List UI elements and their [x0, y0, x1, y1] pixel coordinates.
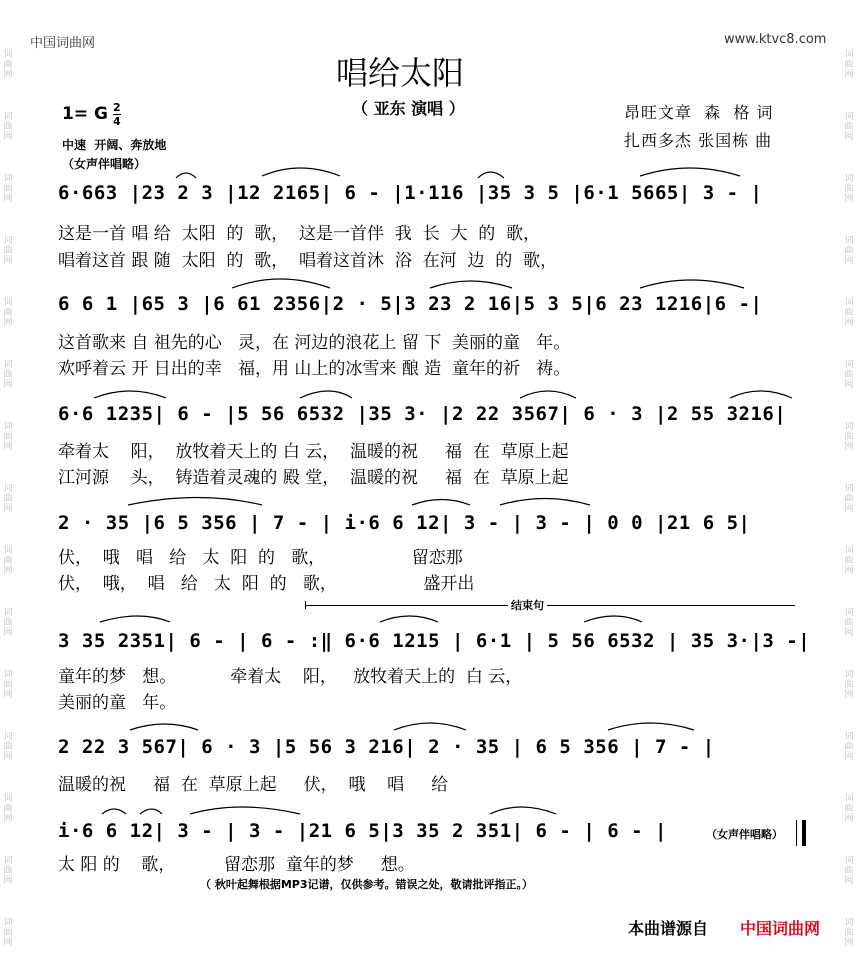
lyric-line-1a: 这是一首 唱 给 太阳 的 歌， 这是一首伴 我 长 大 的 歌， — [58, 224, 541, 244]
watermark-char: 词 曲 网 — [3, 112, 13, 142]
watermark-char: 词 曲 网 — [844, 174, 854, 204]
watermark-char: 词 曲 网 — [3, 484, 13, 514]
watermark-char: 词 曲 网 — [3, 608, 13, 638]
lyric-line-2a: 这首歌来 自 祖先的心 灵，在 河边的浪花上 留 下 美丽的童 年。 — [58, 333, 571, 353]
watermark-char: 词 曲 网 — [3, 546, 13, 576]
watermark-char: 词 曲 网 — [3, 236, 13, 266]
lyric-line-3a: 牵着太 阳， 放牧着天上的 白 云， 温暖的祝 福 在 草原上起 — [58, 442, 569, 462]
slur — [176, 173, 196, 178]
notation-line-1: 6·663 |23 2 3 |12 2165| 6 - |1·116 |35 3 5 |6·1 5665| 3 - | — [58, 182, 763, 204]
watermark-char: 词 曲 网 — [844, 918, 854, 948]
key-signature: 1= G — [62, 104, 108, 124]
slur — [608, 723, 694, 730]
notation-line-2: 6 6 1 |65 3 |6 61 2356|2 · 5|3 23 2 16|5 3 5|6 23 1216|6 -| — [58, 293, 763, 315]
slur — [300, 391, 352, 398]
slur — [140, 809, 162, 814]
slur — [584, 616, 642, 622]
slur — [380, 616, 438, 622]
slur — [102, 809, 126, 814]
lyric-line-6a: 温暖的祝 福 在 草原上起 伏， 哦 唱 给 — [58, 775, 449, 795]
slur — [490, 807, 556, 814]
slur — [640, 168, 740, 176]
watermark-char: 词 曲 网 — [844, 360, 854, 390]
slur — [394, 723, 466, 730]
watermark-site-right: www.ktvc8.com — [724, 32, 827, 47]
lyric-line-4a: 伏， 哦 唱 给 太 阳 的 歌， 留恋那 — [58, 548, 463, 568]
notation-line-5: 3 35 2351| 6 - | 6 - :‖ 6·6 1215 | 6·1 | 5 56 6532 | 35 3·|3 -| — [58, 630, 811, 652]
lyric-line-1b: 唱着这首 跟 随 太阳 的 歌， 唱着这首沐 浴 在河 边 的 歌， — [58, 251, 558, 271]
time-sig-bottom: 4 — [113, 115, 121, 128]
slur — [130, 724, 198, 730]
notation-line-7: i·6 6 12| 3 - | 3 - |21 6 5|3 35 2 351| 6 - | 6 - | — [58, 820, 667, 842]
watermark-char: 词 曲 网 — [3, 732, 13, 762]
slur — [100, 616, 170, 622]
slur — [730, 391, 792, 398]
accompaniment-end-note: （女声伴唱略） — [706, 828, 783, 841]
lyric-line-5b: 美丽的童 年。 — [58, 693, 177, 713]
lyric-line-7a: 太 阳 的 歌， 留恋那 童年的梦 想。 — [58, 855, 415, 875]
ending-label: 结束句 — [508, 597, 547, 613]
composer-credit: 扎西多杰 张国栋 曲 — [624, 131, 773, 150]
time-sig-top: 2 — [113, 101, 121, 114]
watermark-char: 词 曲 网 — [844, 546, 854, 576]
performer: （ 亚东 演唱 ） — [352, 99, 465, 118]
slur — [232, 279, 330, 288]
lyricist-credit: 昂旺文章 森 格 词 — [624, 103, 774, 122]
slur — [478, 172, 504, 178]
watermark-char: 词 曲 网 — [844, 608, 854, 638]
notation-line-6: 2 22 3 567| 6 · 3 |5 56 3 216| 2 · 35 | 6 5 356 | 7 - | — [58, 736, 715, 758]
notation-line-3: 6·6 1235| 6 - |5 56 6532 |35 3· |2 22 3567| 6 · 3 |2 55 3216| — [58, 403, 787, 425]
watermark-char: 词 曲 网 — [3, 174, 13, 204]
notation-line-4: 2 · 35 |6 5 356 | 7 - | i·6 6 12| 3 - | 3 - | 0 0 |21 6 5| — [58, 512, 751, 534]
accompaniment-note: （女声伴唱略） — [62, 157, 147, 171]
source-site: 中国词曲网 — [740, 919, 821, 938]
watermark-char: 词 曲 网 — [3, 298, 13, 328]
slur — [128, 498, 262, 506]
watermark-char: 词 曲 网 — [3, 918, 13, 948]
lyric-line-2b: 欢呼着云 开 日出的幸 福，用 山上的冰雪来 酿 造 童年的祈 祷。 — [58, 359, 571, 379]
watermark-char: 词 曲 网 — [3, 670, 13, 700]
lyric-line-3b: 江河源 头， 铸造着灵魂的 殿 堂， 温暖的祝 福 在 草原上起 — [58, 468, 569, 488]
slur — [94, 391, 166, 398]
slur — [430, 281, 512, 288]
slur — [190, 807, 300, 814]
slur — [262, 168, 340, 176]
watermark-char: 词 曲 网 — [3, 794, 13, 824]
watermark-char: 词 曲 网 — [844, 670, 854, 700]
watermark-char: 词 曲 网 — [844, 794, 854, 824]
watermark-char: 词 曲 网 — [844, 484, 854, 514]
song-title: 唱给太阳 — [336, 54, 465, 92]
watermark-site-left: 中国词曲网 — [30, 36, 96, 51]
tempo-marking: 中速 开阔、奔放地 — [62, 138, 167, 152]
watermark-char: 词 曲 网 — [844, 856, 854, 886]
watermark-char: 词 曲 网 — [3, 50, 13, 80]
slur — [520, 391, 576, 398]
slur — [640, 280, 744, 288]
watermark-char: 词 曲 网 — [3, 360, 13, 390]
slur — [412, 500, 470, 506]
watermark-char: 词 曲 网 — [844, 236, 854, 266]
lyric-line-5a: 童年的梦 想。 牵着太 阳， 放牧着天上的 白 云， — [58, 667, 523, 687]
watermark-char: 词 曲 网 — [844, 50, 854, 80]
lyric-line-4b: 伏， 哦， 唱 给 太 阳 的 歌， 盛开出 — [58, 574, 475, 594]
watermark-char: 词 曲 网 — [844, 732, 854, 762]
slur — [500, 499, 590, 506]
watermark-char: 词 曲 网 — [3, 422, 13, 452]
source-label: 本曲谱源自 — [628, 919, 709, 938]
watermark-char: 词 曲 网 — [844, 298, 854, 328]
watermark-char: 词 曲 网 — [844, 112, 854, 142]
transcription-note: （ 秋叶起舞根据MP3记谱，仅供参考。错误之处，敬请批评指正。） — [200, 878, 533, 891]
watermark-char: 词 曲 网 — [3, 856, 13, 886]
watermark-char: 词 曲 网 — [844, 422, 854, 452]
